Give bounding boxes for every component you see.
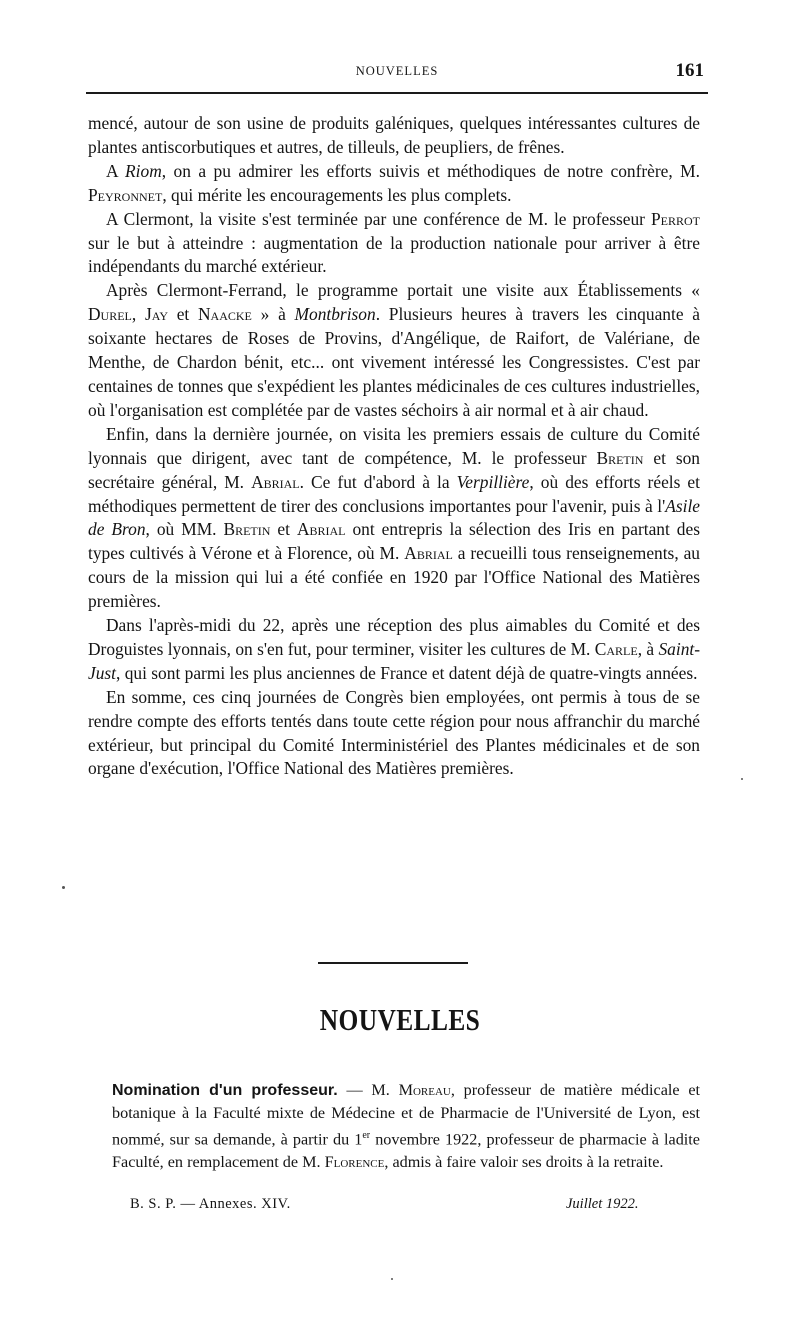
person-name: Abrial	[404, 543, 453, 564]
text-run: , professeur de matière médicale et botanique à la Faculté mixte de Médecine et de Pharmacie de l'Université de Lyon, est nommé, sur sa demande, à partir du 1	[112, 1081, 700, 1149]
text-run: a recueilli tous renseignements, au cours de la mission qui lui a été confiée en 1920 par l'Office National des Matières premières.	[88, 543, 701, 612]
text-run: , où des efforts réels et méthodiques permettent de tirer des conclusions importantes pour l'avenir, puis à l'	[88, 471, 700, 516]
place-name: Asile de Bron	[88, 495, 700, 540]
text-run: , où MM.	[145, 519, 224, 540]
person-name: Naacke	[198, 304, 252, 325]
person-name: Bretin	[596, 447, 644, 468]
footer-date	[566, 1196, 639, 1213]
running-head	[86, 62, 708, 82]
text-run: Enfin, dans la dernière journée, on visita les premiers essais de culture du Comité lyonnais que dirigent, avec tant de compétence, M. le professeur	[88, 423, 700, 468]
place-name: Riom	[125, 160, 162, 181]
text-run: . Plusieurs heures à travers les cinquante à soixante hectares de Roses de Provins, d'Angélique, de Raifort, de Valériane, de Menthe, de Chardon bénit, etc... ont vivement intéressé les Congressistes. C'est par centaines de tonnes que s'expédient les plantes médicinales de ces cultures industrielles, où l'organisation est complétée par de vastes séchoirs à air normal et à air chaud.	[88, 304, 700, 420]
place-name: Montbrison	[294, 304, 376, 325]
footer-signature: B. S. P. — Annexes. XIV.	[130, 1196, 291, 1212]
text-run: , qui sont parmi les plus anciennes de France et datent déjà de quatre-vingts années.	[116, 662, 698, 683]
running-title: NOUVELLES	[355, 64, 439, 78]
print-speck	[62, 886, 65, 889]
news-item	[112, 1079, 700, 1173]
page-number: 161	[675, 60, 704, 81]
text-run: — M.	[337, 1081, 399, 1099]
person-name: Carle	[594, 638, 638, 659]
person-name: Jay	[144, 304, 168, 325]
text-run: » à	[251, 304, 295, 325]
place-name: Saint-Just	[88, 638, 701, 683]
text-run: A Clermont, la visite s'est terminée par une conférence de M. le professeur	[106, 208, 651, 229]
person-name: Abrial	[296, 519, 346, 540]
section-divider	[318, 962, 468, 964]
text-run: , qui mérite les encouragements les plus complets.	[162, 184, 512, 205]
text-run: et	[270, 519, 297, 540]
text-run: , on a pu admirer les efforts suivis et méthodiques de notre confrère, M.	[161, 160, 700, 181]
text-run: ont entrepris la sélection des Iris en partant des types cultivés à Vérone et à Florence, où M.	[88, 519, 700, 564]
paragraph-2	[88, 160, 700, 208]
text-run: ,	[131, 304, 145, 325]
text-run: Dans l'après-midi du 22, après une réception des plus aimables du Comité et des Droguistes lyonnais, on s'en fut, pour terminer, visiter les cultures de M.	[88, 615, 700, 659]
paragraph-6	[88, 614, 700, 686]
header-rule	[86, 92, 708, 94]
text-run: , à	[637, 638, 659, 659]
text-run: et	[167, 304, 198, 325]
text-run: et son secrétaire général, M.	[88, 447, 701, 492]
text-run: A	[106, 160, 126, 181]
person-name: Abrial	[251, 471, 300, 492]
person-name: Durel	[88, 304, 132, 325]
news-paragraph	[112, 1079, 700, 1173]
person-name: Bretin	[223, 519, 271, 540]
text-run: novembre 1922, professeur de pharmacie à ladite Faculté, en remplacement de M.	[112, 1130, 700, 1171]
text-run: , admis à faire valoir ses droits à la retraite.	[384, 1152, 664, 1171]
ordinal-suffix: er	[362, 1129, 371, 1141]
place-name: Verpillière	[456, 471, 530, 492]
text-run: . Ce fut d'abord à la	[299, 471, 457, 492]
paragraph-3	[88, 208, 700, 280]
person-name: Florence	[324, 1152, 385, 1171]
footer-date-text: Juillet 1922.	[566, 1196, 639, 1212]
body-text	[88, 112, 700, 781]
paragraph-4	[88, 279, 700, 422]
paragraph-1: mencé, autour de son usine de produits galéniques, quelques intéressantes cultures de plantes antiscorbutiques et autres, de tilleuls, de peupliers, de frênes.	[88, 113, 700, 157]
print-speck	[391, 1278, 393, 1280]
section-title: NOUVELLES	[319, 1002, 481, 1037]
text-run: Après Clermont-Ferrand, le programme portait une visite aux Établissements «	[106, 280, 700, 301]
person-name: Peyronnet	[88, 184, 163, 205]
paragraph-7: En somme, ces cinq journées de Congrès bien employées, ont permis à tous de se rendre compte des efforts tentés dans toute cette région pour nous affranchir du marché extérieur, but principal du Comité Interministériel des Plantes médicinales et de son organe d'exécution, l'Office National des Matières premières.	[88, 686, 700, 779]
print-speck	[741, 778, 743, 780]
news-heading: Nomination d'un professeur.	[112, 1082, 338, 1099]
person-name: Moreau	[398, 1081, 451, 1099]
paragraph-5	[88, 423, 700, 614]
person-name: Perrot	[650, 208, 700, 229]
text-run: sur le but à atteindre : augmentation de la production nationale pour arriver à être indépendants du marché extérieur.	[88, 232, 700, 277]
